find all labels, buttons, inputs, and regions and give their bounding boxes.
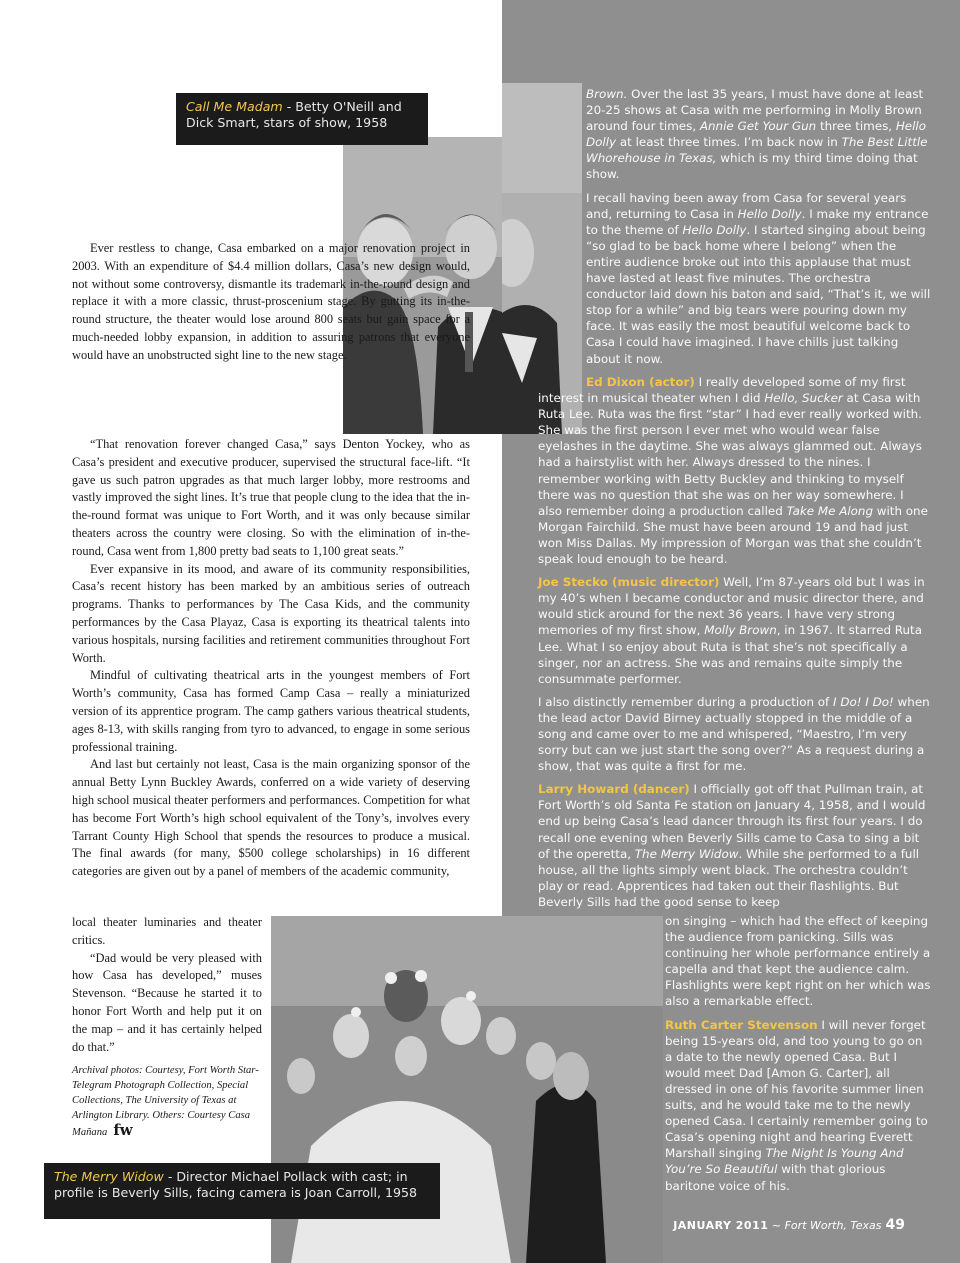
- merry-widow-caption: [44, 1163, 440, 1219]
- quote-text: I recall having been away from Casa for several years and, returning to Casa in: [586, 190, 907, 221]
- right-column-middle: [538, 374, 931, 910]
- caption-show-title: Call Me Madam: [186, 99, 283, 114]
- show-title: Hello Dolly: [586, 119, 926, 150]
- article-paragraph: local theater luminaries and theater critics.: [72, 915, 262, 947]
- photo-credits-text: Archival photos: Courtesy, Fort Worth Star-Telegram Photograph Collection, Special Collections, The University of Texas at Arlington Library. Others: Courtesy Casa Mañana: [72, 1065, 259, 1138]
- quote-text: on singing – which had the effect of keeping the audience from panicking. Sills was continuing her whole performance entirely a capella and that kept the audience calm. Flashlights were kept right on her which was also a remarkable effect.: [665, 914, 931, 1009]
- quote-text: at least three times. I’m back now in: [616, 135, 842, 150]
- article-paragraph: “That renovation forever changed Casa,” says Denton Yockey, who as Casa’s president and executive producer, supervised the structural face-lift. “It gave us such patron upgrades as that much larger lobby, more restrooms and vastly improved the sight lines. It’s true that people clung to the idea that the in-the-round format was unique to Fort Worth, and it was only because similar theaters across the country were closing. So with the elimination of in-the-round, Casa went from 1,800 pretty bad seats to 1,100 great seats.”: [72, 437, 470, 558]
- issue-date: JANUARY 2011: [673, 1219, 769, 1232]
- quote-text: three times,: [816, 119, 896, 134]
- show-title: The Best Little Whorehouse in Texas,: [586, 135, 928, 166]
- left-article-body: [72, 436, 470, 881]
- quote-text: at Casa with Ruta Lee. Ruta was the first “star” I had ever really worked with. She was the first person I ever met who would wear false eyelashes in the daytime. She was always glammed out. Always had a hairstylist with her. Always dressed to the nines. I remember working with Betty Buckley and thinking to myself there was no question that she was on her way somewhere. I also remember doing a production called: [538, 391, 922, 518]
- caption-text: - Betty O'Neill and Dick Smart, stars of show, 1958: [186, 99, 402, 130]
- quote-text: Over the last 35 years, I must have done at least 20-25 shows at Casa with me performing in Molly Brown around four times,: [586, 87, 924, 134]
- speaker-name: Ed Dixon (actor): [586, 375, 695, 389]
- article-paragraph: “Dad would be very pleased with how Casa has developed,” muses Stevenson. “Because he started it to honor Fort Worth and help put it on the map – and it has certainly helped do that.”: [72, 950, 262, 1054]
- article-paragraph: Ever restless to change, Casa embarked on a major renovation project in 2003. With an expenditure of $4.4 million dollars, Casa’s new design would, not without some controversy, dismantle its trademark in-the-round design and replace it with a more classic, thrust-proscenium stage. By gutting its in-the-round structure, the theater would lose around 800 seats but gain space for a much-needed lobby expansion, in addition to assuring patrons that everyone would have an unobstructed sight line to the new stage.: [72, 241, 470, 362]
- show-title: Take Me Along: [786, 503, 873, 518]
- call-me-madam-caption: [176, 93, 428, 145]
- quote-text: , in 1967. It starred Ruta Lee. What I so enjoy about Ruta is that she’s not specifically a singer, nor an actress. She was and remains quite simply the consummate performer.: [538, 623, 922, 686]
- caption-show-title: The Merry Widow: [54, 1169, 164, 1184]
- quote-text: which is my third time doing that show.: [586, 151, 918, 182]
- quote-text: . I started singing about being “so glad to be back home where I belong” when the entire audience broke out into this applause that must have lasted at least five minutes. The orchestra conductor laid down his baton and said, “That’s it, we will stop for a while” and big tears were pouring down my face. It was easily the most beautiful welcome back to Casa I could have imagined. I have chills just talking about it now.: [586, 222, 931, 366]
- quote-text: I really developed some of my first interest in musical theater when I did: [538, 375, 906, 406]
- show-title: The Merry Widow: [634, 846, 739, 861]
- quote-text: I will never forget being 15-years old, and too young to go on a date to the newly opened Casa. But I would meet Dad [Amon G. Carter], all dressed in one of his favorite summer linen suits, and he would take me to the newly opened Casa. I certainly remember going to Casa’s opening night and hearing Everett Marshall singing: [665, 1017, 928, 1161]
- quote-paragraph: [586, 86, 931, 183]
- quote-text: with that glorious baritone voice of his.: [665, 1162, 886, 1193]
- show-title: Hello Dolly: [682, 222, 747, 237]
- quote-paragraph: [538, 694, 931, 774]
- article-paragraph: And last but certainly not least, Casa is the main organizing sponsor of the annual Betty Lynn Buckley Awards, conferred on a wide variety of deserving high school musical theater performers and performances. Competition for what has become Fort Worth’s high school equivalent of the Tony’s, involves every Tarrant County High School that spends the resources to produce a musical. The final awards (for many, $500 college scholarships) in 16 different categories are given out by a panel of members of the academic community,: [72, 757, 470, 879]
- quote-paragraph: [665, 913, 931, 1010]
- song-title: The Night Is Young And You’re So Beautiful: [665, 1146, 904, 1177]
- caption-text: - Director Michael Pollack with cast; in profile is Beverly Sills, facing camera is Joan Carroll, 1958: [54, 1169, 418, 1200]
- quote-text: with one Morgan Fairchild. She must have been around 19 and had just won Miss Dallas. My impression of Morgan was that she couldn’t speak loud enough to be heard.: [538, 503, 928, 567]
- quote-paragraph: [665, 1017, 931, 1194]
- page-footer: [640, 1217, 905, 1233]
- publication-name: Fort Worth, Texas: [784, 1219, 882, 1232]
- quote-text: when the lead actor David Birney actually stopped in the middle of a song and came over to me and whispered, “Maestro, I’m very sorry but can we just start the song over?” As a request during a show, that was quite a first for me.: [538, 694, 930, 774]
- quote-text: . While she performed to a full house, all the lights simply went black. The orchestra couldn’t play or read. Apprentices had taken out their flashlights. But Beverly Sills had the good sense to keep: [538, 846, 920, 909]
- quote-text: I officially got off that Pullman train, at Fort Worth’s old Santa Fe station on January 4, 1958, and I would end up being Casa’s lead dancer through its first four years. I do recall one evening when Beverly Sills came to Casa to sing a bit of the operetta,: [538, 782, 926, 861]
- speaker-name: Joe Stecko (music director): [538, 575, 720, 590]
- article-paragraph: Mindful of cultivating theatrical arts in the youngest members of Fort Worth’s community, Casa has formed Camp Casa – really a miniaturized version of its apprentice program. The camp gathers various theatrical students, ages 8-13, with skills ranging from tyro to advanced, to engage in some serious professional training.: [72, 668, 470, 754]
- page-number: 49: [885, 1217, 905, 1233]
- left-article-intro: [72, 240, 470, 365]
- quote-paragraph: [538, 574, 931, 687]
- speaker-name: Ruth Carter Stevenson: [665, 1017, 818, 1032]
- article-paragraph: Ever expansive in its mood, and aware of its community responsibilities, Casa’s recent history has been marked by an ambitious series of outreach programs. Thanks to performances by The Casa Kids, and the community performances by the Casa Playaz, Casa is exporting its theatrical talents into various hospitals, nursing facilities and retirement communities throughout Fort Worth.: [72, 561, 470, 665]
- photo-credits: [72, 1063, 267, 1140]
- show-title: Hello, Sucker: [764, 391, 843, 406]
- speaker-name: Larry Howard (dancer): [538, 782, 690, 797]
- quote-text: . I make my entrance to the theme of: [586, 206, 929, 237]
- right-column-top: [586, 86, 931, 374]
- quote-paragraph: [538, 781, 931, 910]
- quote-text: Well, I’m 87-years old but I was in my 40’s when I became conductor and music director there, and would stick around for the next 36 years. I have very strong memories of my first show,: [538, 575, 925, 638]
- quote-paragraph: [538, 374, 931, 567]
- right-column-bottom: [665, 913, 931, 1201]
- left-article-end: [72, 914, 262, 1056]
- show-title: Hello Dolly: [737, 206, 802, 221]
- quote-paragraph: [586, 190, 931, 367]
- fw-end-mark: fw: [113, 1121, 133, 1139]
- show-title: Annie Get Your Gun: [699, 119, 817, 134]
- show-title: I Do! I Do!: [833, 694, 894, 709]
- show-title: Brown.: [586, 87, 628, 101]
- footer-separator: ~: [768, 1219, 785, 1232]
- quote-text: I also distinctly remember during a production of: [538, 694, 834, 709]
- show-title: Molly Brown: [704, 623, 777, 638]
